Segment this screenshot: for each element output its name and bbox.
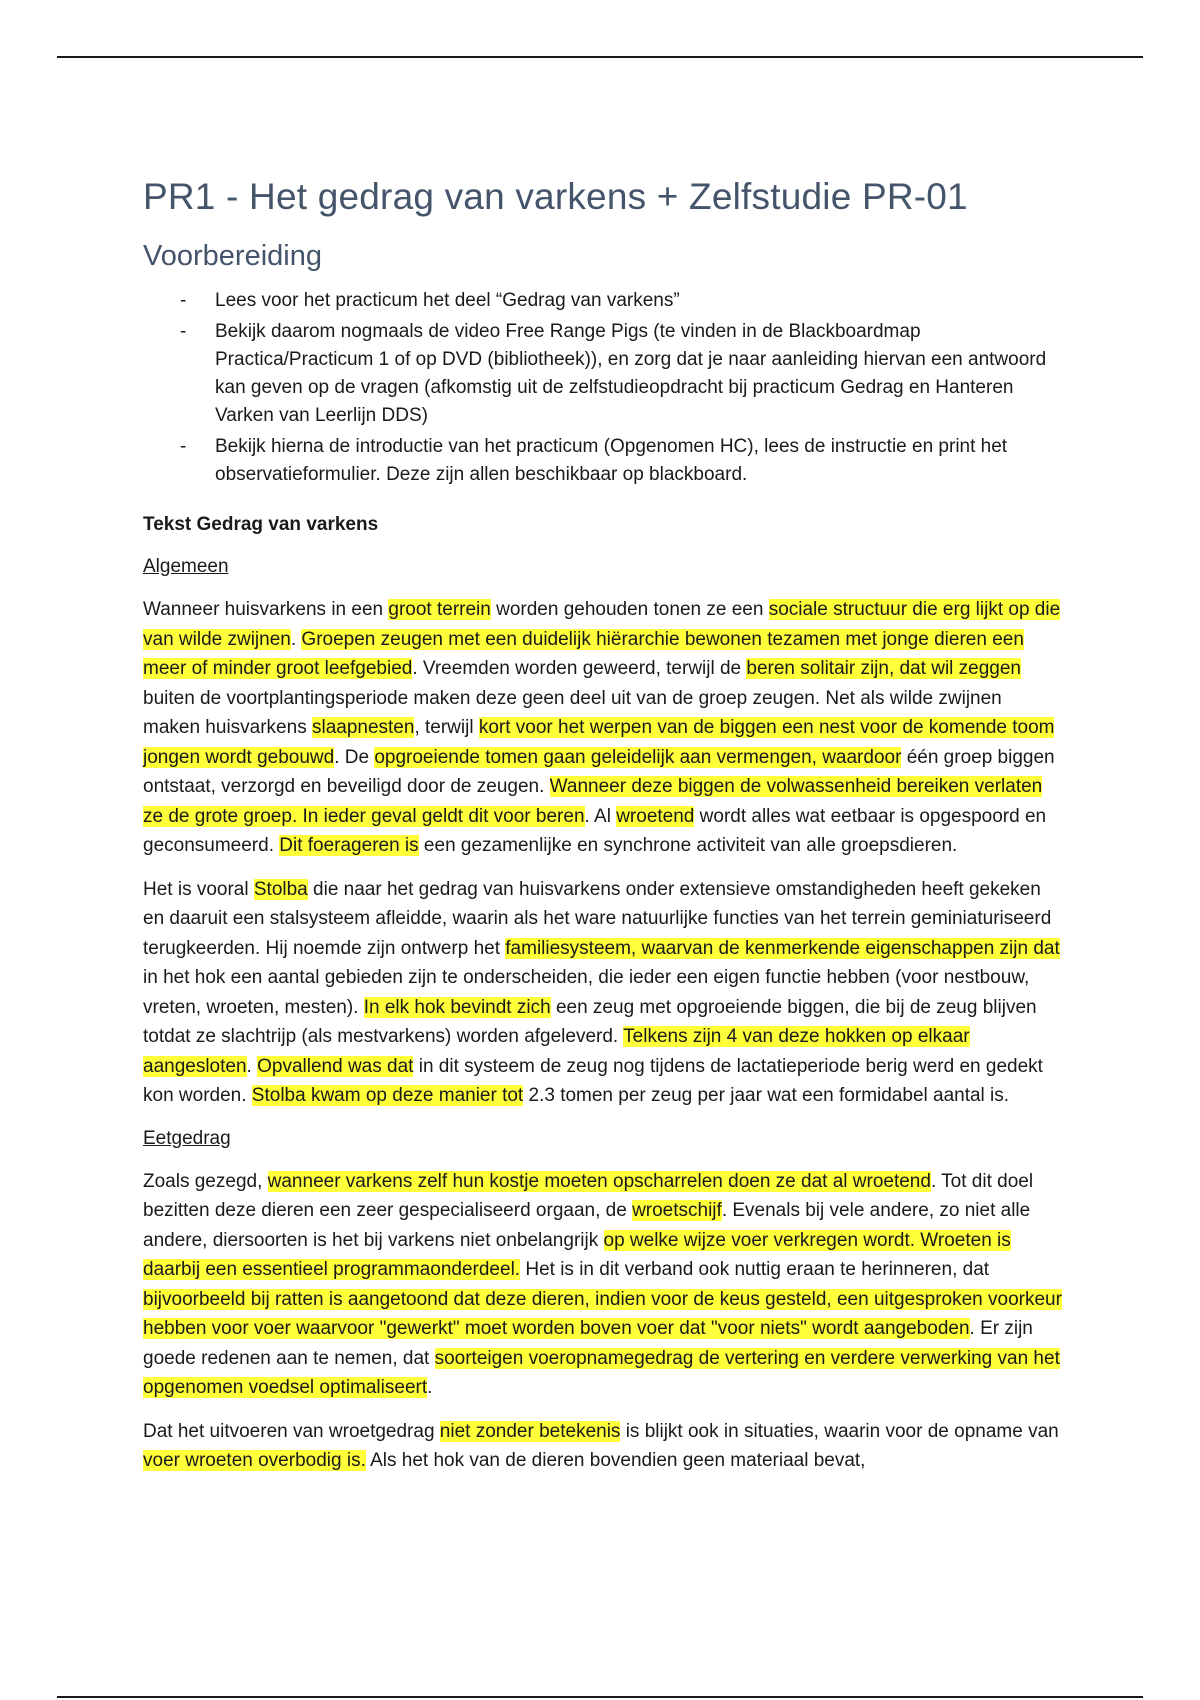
list-item-text: Lees voor het practicum het deel “Gedrag van varkens” [215,290,680,311]
highlighted-text: opgroeiende tomen gaan geleidelijk aan vermengen, waardoor [374,746,902,768]
highlighted-text: kort voor het werpen van de biggen een nest voor de komende toom jongen wordt gebouwd [143,717,1055,768]
text-run: is blijkt ook in situaties, waarin voor de opname van [620,1420,1059,1442]
text-run: , terwijl [414,717,479,738]
list-item [143,318,1063,430]
text-run: wordt alles wat eetbaar is opgespoord en geconsumeerd. [143,805,1047,856]
document-body [143,176,1063,1490]
section-title-voorbereiding: Voorbereiding [143,240,322,272]
highlighted-text: Dit foerageren is [279,835,419,856]
paragraph-algemeen-2 [143,875,1063,1111]
preparation-list [143,287,1063,489]
list-item [143,433,1063,489]
text-run: . Er zijn goede redenen aan te nemen, dat [143,1318,1033,1369]
text-run: . Al [584,805,617,827]
text-run: Dat het uitvoeren van wroetgedrag [143,1420,440,1442]
text-run: . De [334,746,375,768]
text-run: 2.3 tomen per zeug per jaar wat een formidabel aantal is. [523,1085,1010,1106]
text-run: . Tot dit doel bezitten deze dieren een zeer gespecialiseerd orgaan, de [143,1170,1034,1221]
text-run: één groep biggen ontstaat, verzorgd en beveiligd door de zeugen. [143,746,1055,797]
list-item [143,287,1063,315]
highlighted-text: voer wroeten overbodig is. [143,1450,366,1471]
highlighted-text: sociale structuur die erg lijkt op die van wilde zwijnen [143,599,1061,650]
highlighted-text: niet zonder betekenis [439,1420,621,1442]
text-run: Zoals gezegd, [143,1170,268,1192]
footer-rule [57,1696,1143,1698]
text-run: . Evenals bij vele andere, zo niet alle andere, diersoorten is het bij varkens niet onbelangrijk [143,1200,1031,1251]
highlighted-text: Wanneer deze biggen de volwassenheid bereiken verlaten ze de grote groep. In ieder geval geldt dit voor beren [143,776,1043,827]
paragraph-eetgedrag-2 [143,1417,1063,1476]
text-run: buiten de voortplantingsperiode maken deze geen deel uit van de groep zeugen. Net als wilde zwijnen maken huisvarkens [143,687,1002,738]
highlighted-text: Stolba kwam op deze manier tot [251,1085,524,1106]
highlighted-text: soorteigen voeropnamegedrag de vertering en verdere verwerking van het opgenomen voedsel optimaliseert [143,1347,1060,1398]
section-heading-algemeen: Algemeen [143,556,229,577]
text-run: Als het hok van de dieren bovendien geen materiaal bevat, [365,1450,866,1471]
list-item-text: Bekijk daarom nogmaals de video Free Range Pigs (te vinden in de Blackboardmap Practica/Practicum 1 of op DVD (bibliotheek)), en zorg dat je naar aanleiding hiervan een antwoord kan geven op de vragen (afkomstig uit de zelfstudieopdracht bij practicum Gedrag en Hanteren Varken van Leerlijn DDS) [215,321,1047,426]
text-run: een gezamenlijke en synchrone activiteit van alle groepsdieren. [418,835,958,856]
bullet-dash: - [180,321,187,342]
list-item-text: Bekijk hierna de introductie van het practicum (Opgenomen HC), lees de instructie en print het observatieformulier. Deze zijn allen beschikbaar op blackboard. [215,436,1008,485]
header-rule [57,56,1143,58]
text-run: in dit systeem de zeug nog tijdens de lactatieperiode berig werd en gedekt kon worden. [143,1055,1043,1106]
highlighted-text: familiesysteem, waarvan de kenmerkende eigenschappen zijn dat [505,937,1060,959]
highlighted-text: wroetend [616,805,695,827]
highlighted-text: op welke wijze voer verkregen wordt. Wroeten is daarbij een essentieel programmaonderdeel. [143,1229,1011,1280]
paragraph-eetgedrag-1 [143,1167,1063,1403]
text-run: . [246,1055,258,1077]
document-title: PR1 - Het gedrag van varkens + Zelfstudie PR-01 [143,176,968,217]
text-run: in het hok een aantal gebieden zijn te onderscheiden, die ieder een eigen functie hebben (voor nestbouw, vreten, wroeten, mesten). [143,967,1030,1018]
text-run: een zeug met opgroeiende biggen, die bij de zeug blijven totdat ze slachtrijp (als mestvarkens) worden afgeleverd. [143,996,1037,1047]
highlighted-text: bijvoorbeeld bij ratten is aangetoond dat deze dieren, indien voor de keus gesteld, een uitgesproken voorkeur hebben voor voer waarvoor "gewerkt" moet worden boven voer dat "voor niets" wordt aangeboden [143,1288,1062,1339]
highlighted-text: wanneer varkens zelf hun kostje moeten opscharrelen doen ze dat al wroetend [267,1170,931,1192]
paragraph-algemeen-1 [143,595,1063,861]
text-run: die naar het gedrag van huisvarkens onder extensieve omstandigheden heeft gekeken en daaruit een stalsysteem afleidde, waarin als het ware natuurlijke functies van het terrein geminiaturiseerd terugkeerden. Hij noemde zijn ontwerp het [143,878,1052,959]
highlighted-text: groot terrein [388,599,491,620]
text-run: worden gehouden tonen ze een [490,599,769,620]
text-run: Wanneer huisvarkens in een [143,599,389,620]
highlighted-text: In elk hok bevindt zich [363,996,551,1018]
bullet-dash: - [180,436,187,457]
highlighted-text: Groepen zeugen met een duidelijk hiërarchie bewonen tezamen met jonge dieren een meer of minder groot leefgebied [143,628,1024,679]
highlighted-text: Stolba [253,878,308,900]
highlighted-text: Opvallend was dat [257,1055,414,1077]
text-run: . [427,1377,433,1398]
text-run: Het is in dit verband ook nuttig eraan te herinneren, dat [520,1259,990,1280]
highlighted-text: wroetschijf [632,1200,722,1221]
text-run: Het is vooral [143,878,254,900]
text-run: . Vreemden worden geweerd, terwijl de [412,658,747,679]
highlighted-text: beren solitair zijn, dat wil zeggen [746,658,1021,679]
highlighted-text: slaapnesten [311,717,415,738]
text-run: . [290,628,302,650]
bullet-dash: - [180,290,187,311]
text-heading: Tekst Gedrag van varkens [143,514,379,535]
section-heading-eetgedrag: Eetgedrag [143,1127,231,1149]
highlighted-text: Telkens zijn 4 van deze hokken op elkaar aangesloten [143,1026,970,1077]
